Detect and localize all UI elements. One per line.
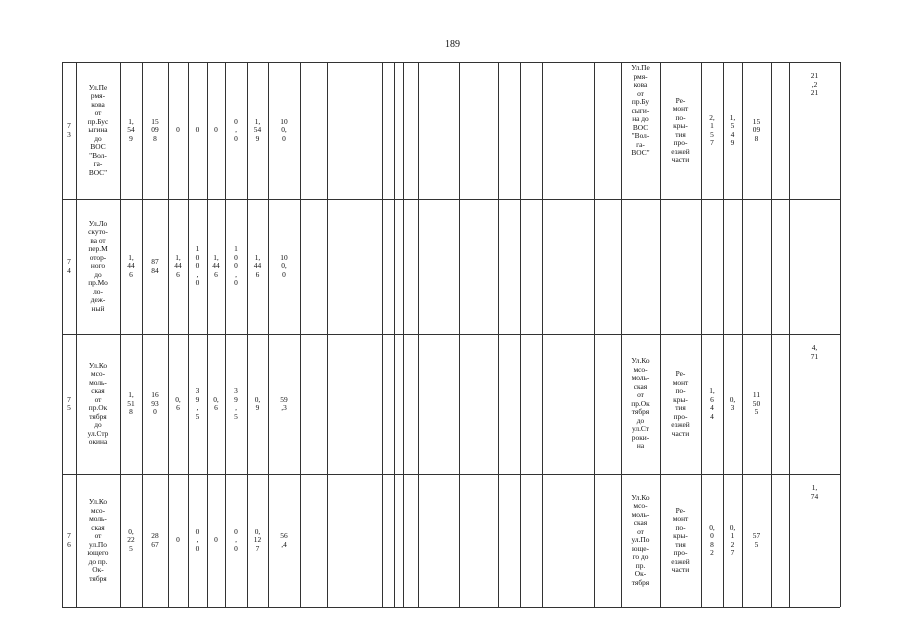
table-cell-r3: 57 5 bbox=[752, 531, 761, 549]
table-cell-v1: 1, 44 6 bbox=[127, 252, 135, 279]
table-cell-v8: 56 ,4 bbox=[280, 531, 288, 549]
table-cell-r1: 2, 1 5 7 bbox=[709, 112, 715, 147]
table-cell-v5: 0 bbox=[214, 535, 218, 545]
table-cell-r4: 4, 71 bbox=[810, 344, 819, 361]
table-cell-work: Ре- монт по- кры- тия про- езжей части bbox=[671, 95, 690, 164]
row-divider bbox=[62, 334, 840, 335]
table-cell-right-name: Ул.Ко мсо- моль- ская от ул.По юще- го до пр. Ок- тября bbox=[631, 492, 650, 587]
table-cell-r1: 0, 0 8 2 bbox=[709, 522, 715, 557]
row-divider bbox=[62, 607, 840, 608]
table-cell-v1: 1, 54 9 bbox=[127, 116, 135, 143]
table-cell-right-name bbox=[622, 201, 659, 332]
table-cell-v5: 0 bbox=[214, 125, 218, 135]
table-cell-v6: 0 , 0 bbox=[234, 116, 238, 143]
table-cell-v5: 1, 44 6 bbox=[212, 252, 220, 279]
table-cell-v5: 0, 6 bbox=[213, 394, 219, 412]
table-cell-r1: 1, 6 4 4 bbox=[709, 386, 715, 421]
table-cell-r3: 15 09 8 bbox=[752, 116, 761, 143]
table-cell-v1: 1, 51 8 bbox=[127, 390, 135, 417]
table-cell-v8: 59 ,3 bbox=[280, 394, 288, 412]
table-cell-r2: 1, 5 4 9 bbox=[729, 112, 736, 147]
table-cell-no: 7 4 bbox=[67, 257, 71, 275]
table-cell-name: Ул.Пе рмя- кова от пр.Бус ыгина до ВОС "Вол- га- ВОС" bbox=[87, 82, 109, 177]
table-cell-r2: 0, 1 2 7 bbox=[729, 522, 736, 557]
table-cell-r4: 21 ,2 21 bbox=[810, 72, 819, 97]
table-cell-v7: 0, 9 bbox=[254, 394, 261, 412]
table-cell-v8: 10 0, 0 bbox=[280, 116, 288, 143]
table-cell-v6: 1 0 0 , 0 bbox=[234, 244, 238, 288]
table-cell-v2: 87 84 bbox=[151, 257, 159, 275]
table-cell-v4: 3 9 , 5 bbox=[195, 386, 200, 421]
row-divider bbox=[594, 62, 840, 63]
table-cell-no: 7 6 bbox=[67, 531, 71, 549]
table-cell-v7: 1, 54 9 bbox=[253, 116, 262, 143]
table-cell-v6: 3 9 , 5 bbox=[234, 386, 238, 421]
table-cell-v3: 0 bbox=[176, 535, 180, 545]
row-divider bbox=[520, 62, 542, 63]
table-cell-v3: 0 bbox=[176, 125, 180, 135]
table-cell-v1: 0, 22 5 bbox=[127, 526, 135, 553]
row-divider bbox=[498, 62, 520, 63]
table-cell-v4: 0 bbox=[195, 125, 200, 135]
table-cell-r3: 11 50 5 bbox=[752, 390, 761, 417]
table-cell-v2: 28 67 bbox=[151, 531, 159, 549]
table-cell-v3: 1, 44 6 bbox=[174, 252, 182, 279]
table-cell-r3 bbox=[743, 201, 770, 332]
table-cell-no: 7 5 bbox=[67, 394, 71, 412]
table-cell-v2: 15 09 8 bbox=[151, 116, 159, 143]
table-cell-name: Ул.Ко мсо- моль- ская от пр.Ок тября до ул.Стр окина bbox=[87, 360, 109, 446]
table-cell-name: Ул.Ко мсо- моль- ская от ул.По ющего до пр. Ок- тября bbox=[87, 497, 109, 583]
table-cell-v3: 0, 6 bbox=[175, 394, 181, 412]
table-cell-v7: 0, 12 7 bbox=[253, 526, 262, 553]
table-cell-v8: 10 0, 0 bbox=[280, 252, 288, 279]
table-cell-v4: 0 , 0 bbox=[195, 526, 200, 553]
table-cell-r2: 0, 3 bbox=[729, 394, 736, 412]
table-cell-work bbox=[661, 201, 700, 332]
table-cell-v2: 16 93 0 bbox=[151, 390, 159, 417]
table-cell-r2 bbox=[724, 201, 741, 332]
row-divider bbox=[62, 474, 840, 475]
table-cell-r4 bbox=[790, 209, 839, 340]
table-cell-v6: 0 , 0 bbox=[234, 526, 238, 553]
column-divider bbox=[840, 62, 841, 607]
page-number: 189 bbox=[445, 39, 460, 50]
table-cell-right-name: Ул.Пе рмя- кова от пр.Бу сыги- на до ВОС "Вол- га- ВОС" bbox=[631, 64, 650, 157]
table-cell-work: Ре- монт по- кры- тия про- езжей части bbox=[671, 369, 690, 438]
table-cell-name: Ул.Ло скуто- ва от пер.М отор- ного до пр.Мо ло- деж- ный bbox=[88, 218, 108, 313]
row-divider bbox=[459, 62, 498, 63]
table-cell-right-name: Ул.Ко мсо- моль- ская от пр.Ок тября до ул.Ст роки- на bbox=[631, 356, 650, 451]
table-cell-r4: 1, 74 bbox=[810, 484, 819, 501]
table-cell-r1 bbox=[702, 201, 722, 332]
row-divider bbox=[62, 199, 840, 200]
table-cell-v7: 1, 44 6 bbox=[253, 252, 262, 279]
column-divider bbox=[542, 474, 543, 607]
table-cell-no: 7 3 bbox=[67, 121, 71, 139]
row-divider bbox=[542, 62, 594, 63]
table-cell-work: Ре- монт по- кры- тия про- езжей части bbox=[671, 505, 690, 574]
row-divider bbox=[62, 62, 459, 63]
table-cell-v4: 1 0 0 , 0 bbox=[195, 244, 200, 288]
